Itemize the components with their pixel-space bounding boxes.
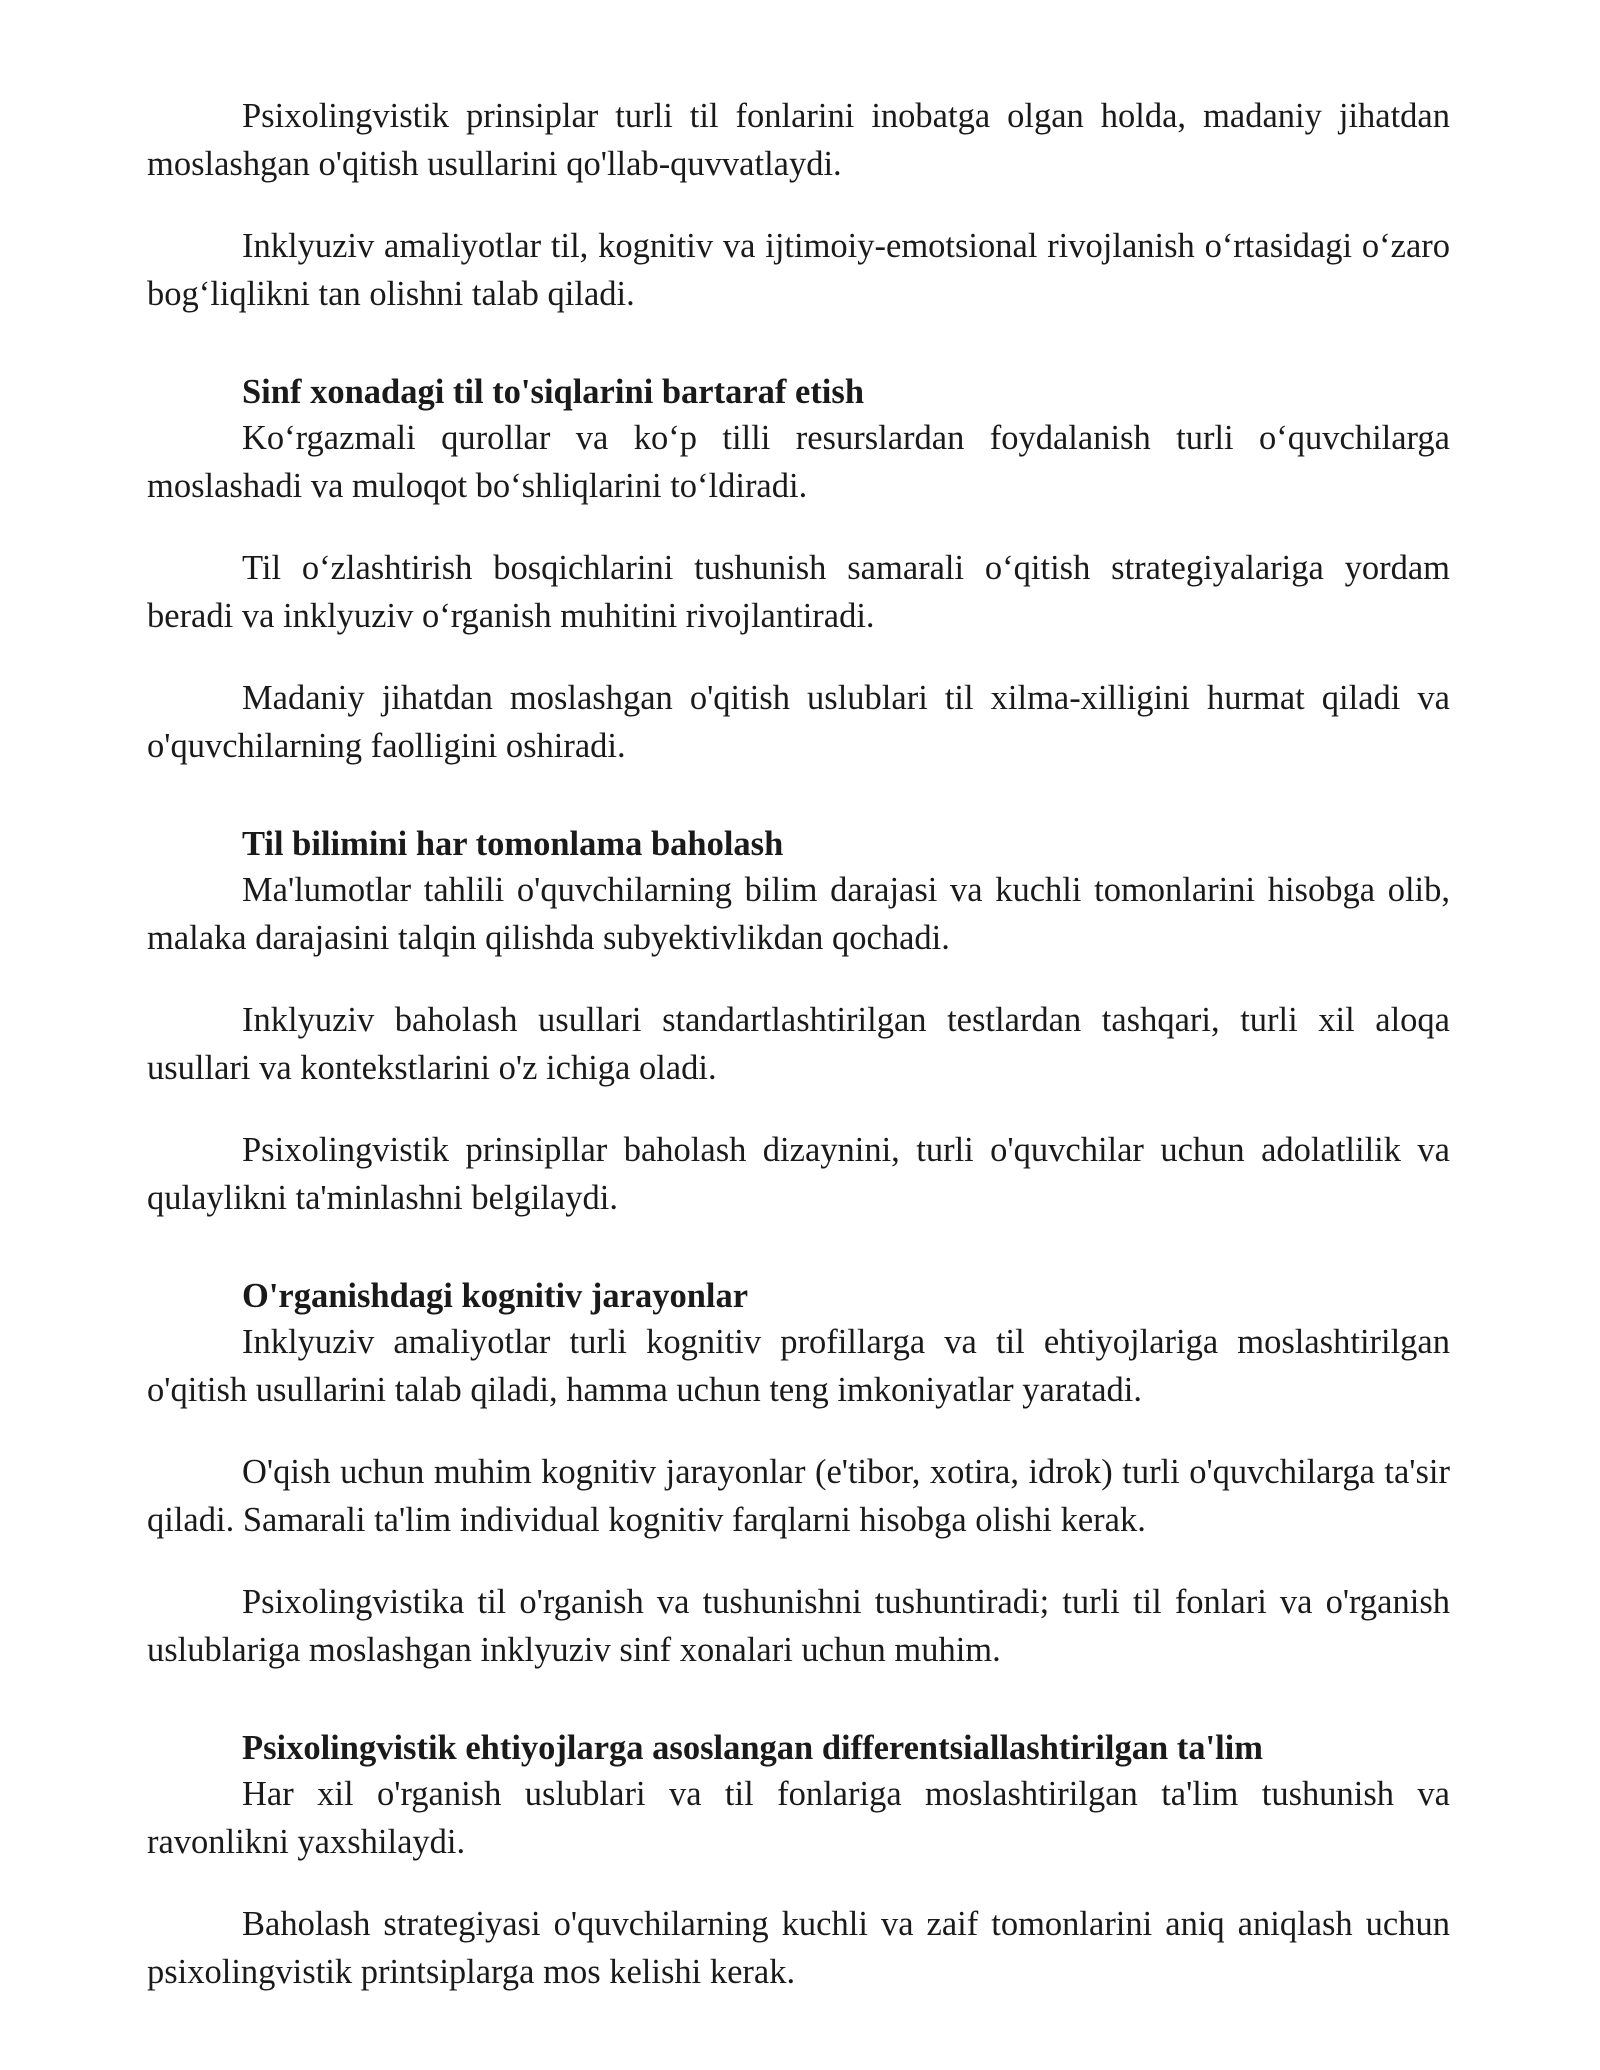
paragraph: Madaniy jihatdan moslashgan o'qitish uslublari til xilma-xilligini hurmat qiladi va o'quvchilarning faolligini oshiradi. <box>147 679 1450 765</box>
section-heading: Sinf xonadagi til to'siqlarini bartaraf etish <box>242 373 865 411</box>
paragraph: Ko‘rgazmali qurollar va ko‘p tilli resurslardan foydalanish turli o‘quvchilarga moslashadi va muloqot bo‘shliqlarini to‘ldiradi. <box>147 419 1450 505</box>
paragraph: Inklyuziv amaliyotlar til, kognitiv va ijtimoiy-emotsional rivojlanish o‘rtasidagi o‘zaro bog‘liqlikni tan olishni talab qiladi. <box>147 227 1450 313</box>
paragraph: Har xil o'rganish uslublari va til fonlariga moslashtirilgan ta'lim tushunish va ravonlikni yaxshilaydi. <box>147 1775 1450 1861</box>
paragraph: Psixolingvistik prinsiplar turli til fonlarini inobatga olgan holda, madaniy jihatdan moslashgan o'qitish usullarini qo'llab-quvvatlaydi. <box>147 97 1450 183</box>
paragraph: Inklyuziv amaliyotlar turli kognitiv profillarga va til ehtiyojlariga moslashtirilgan o'qitish usullarini talab qiladi, hamma uchun teng imkoniyatlar yaratadi. <box>147 1323 1450 1409</box>
paragraph: Inklyuziv baholash usullari standartlashtirilgan testlardan tashqari, turli xil aloqa usullari va kontekstlarini o'z ichiga oladi. <box>147 1001 1450 1087</box>
document-page <box>147 92 1450 2030</box>
section-heading: Psixolingvistik ehtiyojlarga asoslangan differentsiallashtirilgan ta'lim <box>242 1729 1264 1767</box>
paragraph: Til o‘zlashtirish bosqichlarini tushunish samarali o‘qitish strategiyalariga yordam beradi va inklyuziv o‘rganish muhitini rivojlantiradi. <box>147 549 1450 635</box>
paragraph: Psixolingvistik prinsipllar baholash dizaynini, turli o'quvchilar uchun adolatlilik va qulaylikni ta'minlashni belgilaydi. <box>147 1131 1450 1217</box>
section-heading: Til bilimini har tomonlama baholash <box>242 825 784 863</box>
section-heading: O'rganishdagi kognitiv jarayonlar <box>242 1277 749 1315</box>
paragraph: Psixolingvistika til o'rganish va tushunishni tushuntiradi; turli til fonlari va o'rganish uslublariga moslashgan inklyuziv sinf xonalari uchun muhim. <box>147 1583 1450 1669</box>
paragraph: Ma'lumotlar tahlili o'quvchilarning bilim darajasi va kuchli tomonlarini hisobga olib, malaka darajasini talqin qilishda subyektivlikdan qochadi. <box>147 871 1450 957</box>
paragraph: Baholash strategiyasi o'quvchilarning kuchli va zaif tomonlarini aniq aniqlash uchun psixolingvistik printsiplarga mos kelishi kerak. <box>147 1905 1450 1991</box>
paragraph: O'qish uchun muhim kognitiv jarayonlar (e'tibor, xotira, idrok) turli o'quvchilarga ta'sir qiladi. Samarali ta'lim individual kognitiv farqlarni hisobga olishi kerak. <box>147 1453 1450 1539</box>
